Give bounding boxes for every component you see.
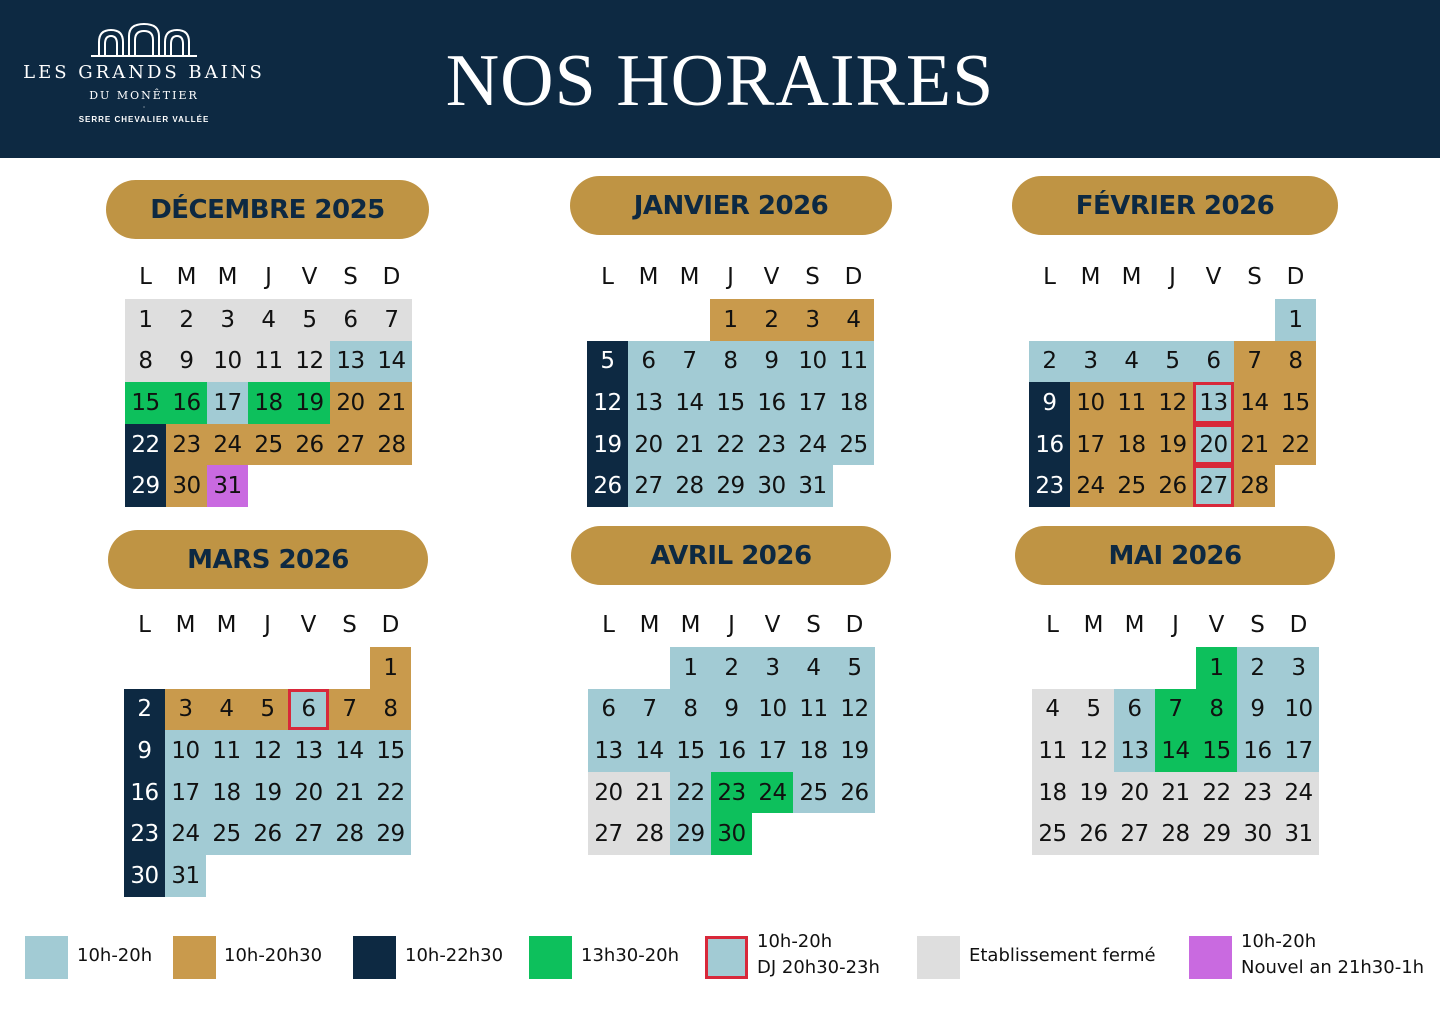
calendar-day: 5 [834, 647, 875, 689]
weekday-label: M [679, 264, 700, 290]
calendar-day: 30 [1237, 813, 1278, 855]
calendar-day: 16 [124, 772, 165, 814]
calendar-day: 19 [247, 772, 288, 814]
calendar-day: 10 [207, 341, 248, 383]
calendar-day: 7 [329, 689, 370, 731]
legend-label: Etablissement fermé [969, 945, 1156, 966]
calendar-day: 24 [1070, 465, 1111, 507]
calendar-day: 1 [670, 647, 711, 689]
calendar-day: 27 [288, 813, 329, 855]
calendar-day: 29 [125, 465, 166, 507]
calendar-day: 1 [370, 647, 411, 689]
calendar-day: 1 [1275, 299, 1316, 341]
calendar-day: 17 [792, 382, 833, 424]
calendar-day: 4 [793, 647, 834, 689]
weekday-label: J [265, 264, 272, 290]
calendar-day: 13 [1193, 382, 1234, 424]
calendar-day: 6 [628, 341, 669, 383]
weekday-label: M [1080, 264, 1101, 290]
calendar-day: 24 [1278, 772, 1319, 814]
calendar-day: 24 [792, 424, 833, 466]
calendar-day: 18 [833, 382, 874, 424]
weekday-label: D [1289, 612, 1308, 638]
calendar-day: 29 [710, 465, 751, 507]
calendar-day: 20 [628, 424, 669, 466]
calendar-day: 24 [165, 813, 206, 855]
calendar-day: 26 [1152, 465, 1193, 507]
weekday-label: M [216, 612, 237, 638]
calendar-day: 29 [370, 813, 411, 855]
weekday-label: L [1046, 612, 1059, 638]
legend-swatch [917, 936, 960, 979]
calendar-day: 24 [752, 772, 793, 814]
calendar-day: 6 [288, 689, 329, 731]
calendar-day: 2 [166, 299, 207, 341]
calendar-day: 18 [1111, 424, 1152, 466]
legend-label: 10h-20h [757, 931, 833, 952]
logo [18, 22, 270, 152]
calendar-day: 5 [587, 341, 628, 383]
calendar-day: 23 [711, 772, 752, 814]
calendar-day: 18 [206, 772, 247, 814]
calendar-day: 13 [588, 730, 629, 772]
calendar-day: 14 [1155, 730, 1196, 772]
calendar-day: 9 [711, 689, 752, 731]
calendar-day: 28 [629, 813, 670, 855]
calendar-day: 11 [1111, 382, 1152, 424]
calendar-day: 18 [793, 730, 834, 772]
calendar-day: 18 [1032, 772, 1073, 814]
calendar-day: 8 [1196, 689, 1237, 731]
month-title: FÉVRIER 2026 [1012, 176, 1338, 235]
calendar-day: 16 [711, 730, 752, 772]
calendar-day: 2 [124, 689, 165, 731]
weekday-label: M [176, 264, 197, 290]
calendar-day: 25 [833, 424, 874, 466]
calendar-day: 27 [1114, 813, 1155, 855]
header-banner [0, 0, 1440, 158]
calendar-day: 30 [711, 813, 752, 855]
calendar-day: 4 [1111, 341, 1152, 383]
calendar-day: 7 [629, 689, 670, 731]
logo-region: SERRE CHEVALIER VALLÉE [78, 115, 210, 124]
calendar-day: 11 [1032, 730, 1073, 772]
calendar-day: 28 [669, 465, 710, 507]
weekday-label: J [727, 264, 734, 290]
weekday-label: S [806, 612, 821, 638]
weekday-label: J [1169, 264, 1176, 290]
weekday-label: S [805, 264, 820, 290]
calendar-day: 2 [711, 647, 752, 689]
legend-label: 10h-20h [77, 945, 153, 966]
calendar-day: 5 [247, 689, 288, 731]
calendar-day: 20 [288, 772, 329, 814]
calendar-day: 3 [165, 689, 206, 731]
weekday-label: M [175, 612, 196, 638]
calendar-day: 21 [1234, 424, 1275, 466]
calendar-day: 22 [670, 772, 711, 814]
calendar-day: 29 [670, 813, 711, 855]
calendar-day: 11 [206, 730, 247, 772]
logo-separator: · [142, 103, 146, 112]
calendar-day: 25 [248, 424, 289, 466]
calendar-day: 27 [1193, 465, 1234, 507]
weekday-label: L [139, 264, 152, 290]
calendar-day: 21 [371, 382, 412, 424]
calendar-day: 17 [165, 772, 206, 814]
calendar-day: 4 [248, 299, 289, 341]
legend-label-detail: DJ 20h30-23h [757, 957, 880, 978]
calendar-day: 23 [1237, 772, 1278, 814]
weekday-label: J [264, 612, 271, 638]
calendar-day: 18 [248, 382, 289, 424]
calendar-day: 22 [1275, 424, 1316, 466]
calendar-day: 19 [289, 382, 330, 424]
calendar-day: 27 [330, 424, 371, 466]
month-title: AVRIL 2026 [571, 526, 891, 585]
weekday-label: D [1286, 264, 1305, 290]
weekday-label: D [844, 264, 863, 290]
calendar-day: 2 [1029, 341, 1070, 383]
calendar-day: 9 [1029, 382, 1070, 424]
calendar-day: 9 [166, 341, 207, 383]
calendar-day: 20 [330, 382, 371, 424]
calendar-day: 12 [587, 382, 628, 424]
calendar-day: 25 [793, 772, 834, 814]
calendar-day: 5 [1073, 689, 1114, 731]
calendar-day: 12 [247, 730, 288, 772]
calendar-day: 26 [289, 424, 330, 466]
weekday-label: M [1083, 612, 1104, 638]
weekday-label: S [343, 264, 358, 290]
calendar-day: 14 [1234, 382, 1275, 424]
weekday-label: D [382, 264, 401, 290]
weekday-label: M [1124, 612, 1145, 638]
legend-swatch [25, 936, 68, 979]
calendar-day: 13 [1114, 730, 1155, 772]
weekday-label: M [1121, 264, 1142, 290]
weekday-label: V [300, 612, 317, 638]
calendar-day: 25 [206, 813, 247, 855]
calendar-day: 21 [329, 772, 370, 814]
calendar-day: 22 [710, 424, 751, 466]
calendar-day: 20 [1114, 772, 1155, 814]
calendar-day: 1 [125, 299, 166, 341]
calendar-day: 16 [1237, 730, 1278, 772]
calendar-day: 28 [1155, 813, 1196, 855]
calendar-day: 11 [833, 341, 874, 383]
calendar-day: 31 [792, 465, 833, 507]
calendar-day: 17 [207, 382, 248, 424]
month-title: DÉCEMBRE 2025 [106, 180, 429, 239]
weekday-label: L [601, 264, 614, 290]
calendar-day: 31 [1278, 813, 1319, 855]
calendar-day: 10 [1278, 689, 1319, 731]
legend-swatch [1189, 936, 1232, 979]
calendar-day: 12 [1152, 382, 1193, 424]
calendar-day: 6 [588, 689, 629, 731]
calendar-day: 8 [125, 341, 166, 383]
legend-label: 10h-20h30 [224, 945, 323, 966]
calendar-day: 7 [669, 341, 710, 383]
calendar-day: 2 [751, 299, 792, 341]
legend-swatch [353, 936, 396, 979]
calendar-day: 12 [1073, 730, 1114, 772]
calendar-day: 27 [588, 813, 629, 855]
calendar-day: 15 [1275, 382, 1316, 424]
calendar-day: 20 [1193, 424, 1234, 466]
legend-swatch [529, 936, 572, 979]
calendar-day: 1 [710, 299, 751, 341]
calendar-day: 24 [207, 424, 248, 466]
calendar-day: 21 [1155, 772, 1196, 814]
calendar-day: 28 [329, 813, 370, 855]
calendar-day: 28 [371, 424, 412, 466]
weekday-label: S [1250, 612, 1265, 638]
weekday-label: V [763, 264, 780, 290]
calendar-day: 3 [207, 299, 248, 341]
calendar-day: 22 [370, 772, 411, 814]
page-title: NOS HORAIRES [445, 40, 995, 122]
calendar-day: 1 [1196, 647, 1237, 689]
calendar-day: 4 [1032, 689, 1073, 731]
weekday-label: M [638, 264, 659, 290]
legend-label: 10h-22h30 [405, 945, 504, 966]
calendar-day: 9 [124, 730, 165, 772]
logo-name: LES GRANDS BAINS [23, 62, 265, 83]
calendar-day: 10 [1070, 382, 1111, 424]
calendar-day: 13 [628, 382, 669, 424]
calendar-day: 22 [125, 424, 166, 466]
calendar-day: 15 [670, 730, 711, 772]
calendar-day: 12 [834, 689, 875, 731]
calendar-day: 26 [1073, 813, 1114, 855]
weekday-label: D [381, 612, 400, 638]
calendar-day: 17 [752, 730, 793, 772]
legend-label-detail: Nouvel an 21h30-1h [1241, 957, 1425, 978]
calendar-day: 6 [1193, 341, 1234, 383]
calendar-day: 4 [833, 299, 874, 341]
calendar-day: 25 [1032, 813, 1073, 855]
calendar-day: 7 [1155, 689, 1196, 731]
calendar-day: 25 [1111, 465, 1152, 507]
weekday-label: V [764, 612, 781, 638]
calendar-day: 15 [370, 730, 411, 772]
calendar-day: 9 [1237, 689, 1278, 731]
calendar-day: 16 [166, 382, 207, 424]
calendar-day: 5 [289, 299, 330, 341]
calendar-day: 28 [1234, 465, 1275, 507]
weekday-label: V [301, 264, 318, 290]
weekday-label: M [680, 612, 701, 638]
calendar-day: 17 [1070, 424, 1111, 466]
calendar-day: 8 [1275, 341, 1316, 383]
weekday-label: J [728, 612, 735, 638]
weekday-label: L [138, 612, 151, 638]
calendar-day: 23 [1029, 465, 1070, 507]
calendar-day: 27 [628, 465, 669, 507]
calendar-day: 26 [834, 772, 875, 814]
calendar-day: 10 [165, 730, 206, 772]
calendar-day: 6 [1114, 689, 1155, 731]
calendar-day: 26 [247, 813, 288, 855]
weekday-label: M [639, 612, 660, 638]
calendar-day: 19 [1152, 424, 1193, 466]
month-title: JANVIER 2026 [570, 176, 892, 235]
calendar-day: 4 [206, 689, 247, 731]
calendar-day: 19 [1073, 772, 1114, 814]
calendar-day: 30 [166, 465, 207, 507]
month-title: MARS 2026 [108, 530, 428, 589]
calendar-day: 13 [288, 730, 329, 772]
calendar-day: 12 [289, 341, 330, 383]
calendar-day: 6 [330, 299, 371, 341]
calendar-day: 30 [751, 465, 792, 507]
calendar-day: 10 [752, 689, 793, 731]
calendar-day: 19 [834, 730, 875, 772]
calendar-day: 15 [125, 382, 166, 424]
month-title: MAI 2026 [1015, 526, 1335, 585]
weekday-label: J [1172, 612, 1179, 638]
calendar-day: 10 [792, 341, 833, 383]
calendar-day: 31 [165, 855, 206, 897]
weekday-label: S [342, 612, 357, 638]
calendar-day: 19 [587, 424, 628, 466]
calendar-day: 26 [587, 465, 628, 507]
legend-swatch [705, 936, 748, 979]
weekday-label: M [217, 264, 238, 290]
calendar-day: 11 [793, 689, 834, 731]
thermal-arches-icon [89, 22, 199, 58]
calendar-day: 2 [1237, 647, 1278, 689]
calendar-day: 8 [710, 341, 751, 383]
legend-swatch [173, 936, 216, 979]
calendar-day: 14 [329, 730, 370, 772]
calendar-day: 22 [1196, 772, 1237, 814]
calendar-day: 5 [1152, 341, 1193, 383]
calendar-day: 30 [124, 855, 165, 897]
calendar-day: 15 [1196, 730, 1237, 772]
calendar-day: 3 [792, 299, 833, 341]
calendar-day: 16 [751, 382, 792, 424]
calendar-day: 23 [166, 424, 207, 466]
calendar-day: 14 [629, 730, 670, 772]
calendar-day: 21 [629, 772, 670, 814]
calendar-day: 3 [752, 647, 793, 689]
weekday-label: L [602, 612, 615, 638]
calendar-day: 15 [710, 382, 751, 424]
calendar-day: 23 [124, 813, 165, 855]
calendar-day: 16 [1029, 424, 1070, 466]
calendar-day: 8 [370, 689, 411, 731]
calendar-day: 29 [1196, 813, 1237, 855]
calendar-day: 11 [248, 341, 289, 383]
calendar-day: 21 [669, 424, 710, 466]
calendar-day: 14 [669, 382, 710, 424]
logo-subtitle: DU MONÊTIER [89, 89, 199, 102]
calendar-day: 14 [371, 341, 412, 383]
calendar-day: 8 [670, 689, 711, 731]
calendar-day: 9 [751, 341, 792, 383]
calendar-day: 7 [1234, 341, 1275, 383]
calendar-day: 3 [1070, 341, 1111, 383]
weekday-label: V [1208, 612, 1225, 638]
calendar-day: 31 [207, 465, 248, 507]
weekday-label: D [845, 612, 864, 638]
calendar-day: 20 [588, 772, 629, 814]
weekday-label: L [1043, 264, 1056, 290]
weekday-label: S [1247, 264, 1262, 290]
legend-label: 10h-20h [1241, 931, 1317, 952]
calendar-day: 3 [1278, 647, 1319, 689]
calendar-day: 23 [751, 424, 792, 466]
calendar-day: 13 [330, 341, 371, 383]
weekday-label: V [1205, 264, 1222, 290]
legend-label: 13h30-20h [581, 945, 680, 966]
calendar-day: 17 [1278, 730, 1319, 772]
calendar-day: 7 [371, 299, 412, 341]
